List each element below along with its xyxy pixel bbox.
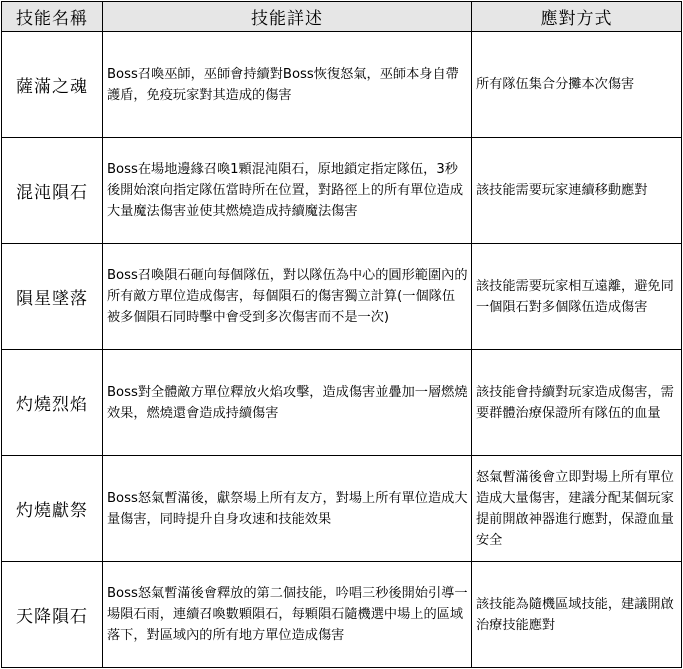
skill-name-cell: 薩滿之魂 [2,32,103,138]
skill-description-cell: Boss怒氣暫滿後會釋放的第二個技能，吟唱三秒後開始引導一場隕石雨，連續召喚數顆隕石，每顆隕石隨機選中場上的區域落下，對區域內的所有地方單位造成傷害 [103,562,472,668]
skill-name-cell: 混沌隕石 [2,138,103,244]
skill-name-cell: 灼燒烈焰 [2,350,103,456]
skill-table [1,1,682,668]
skill-description-cell: Boss在場地邊緣召喚1顆混沌隕石，原地鎖定指定隊伍，3秒後開始滾向指定隊伍當時所在位置，對路徑上的所有單位造成大量魔法傷害並使其燃燒造成持續魔法傷害 [103,138,472,244]
header-skill-name: 技能名稱 [2,2,103,32]
skill-description-cell: Boss召喚巫師，巫師會持續對Boss恢復怒氣，巫師本身自帶護盾，免疫玩家對其造成的傷害 [103,32,472,138]
table-row [2,32,682,138]
table-row [2,138,682,244]
table-row [2,456,682,562]
skill-description-cell: Boss召喚隕石砸向每個隊伍，對以隊伍為中心的圓形範圍內的所有敵方單位造成傷害，每個隕石的傷害獨立計算(一個隊伍被多個隕石同時擊中會受到多次傷害而不是一次) [103,244,472,350]
table-row [2,350,682,456]
skill-name-cell: 灼燒獻祭 [2,456,103,562]
skill-name-cell: 天降隕石 [2,562,103,668]
response-cell: 怒氣暫滿後會立即對場上所有單位造成大量傷害，建議分配某個玩家提前開啟神器進行應對，保證血量安全 [472,456,682,562]
header-row [2,2,682,32]
response-cell: 該技能為隨機區域技能，建議開啟治療技能應對 [472,562,682,668]
skill-description-cell: Boss怒氣暫滿後，獻祭場上所有友方，對場上所有單位造成大量傷害，同時提升自身攻速和技能效果 [103,456,472,562]
response-cell: 所有隊伍集合分攤本次傷害 [472,32,682,138]
skill-description-cell: Boss對全體敵方單位釋放火焰攻擊，造成傷害並疊加一層燃燒效果，燃燒還會造成持續傷害 [103,350,472,456]
response-cell: 該技能會持續對玩家造成傷害，需要群體治療保證所有隊伍的血量 [472,350,682,456]
header-response: 應對方式 [472,2,682,32]
table-row [2,562,682,668]
response-cell: 該技能需要玩家連續移動應對 [472,138,682,244]
table-row [2,244,682,350]
response-cell: 該技能需要玩家相互遠離，避免同一個隕石對多個隊伍造成傷害 [472,244,682,350]
header-skill-description: 技能詳述 [103,2,472,32]
skill-name-cell: 隕星墜落 [2,244,103,350]
